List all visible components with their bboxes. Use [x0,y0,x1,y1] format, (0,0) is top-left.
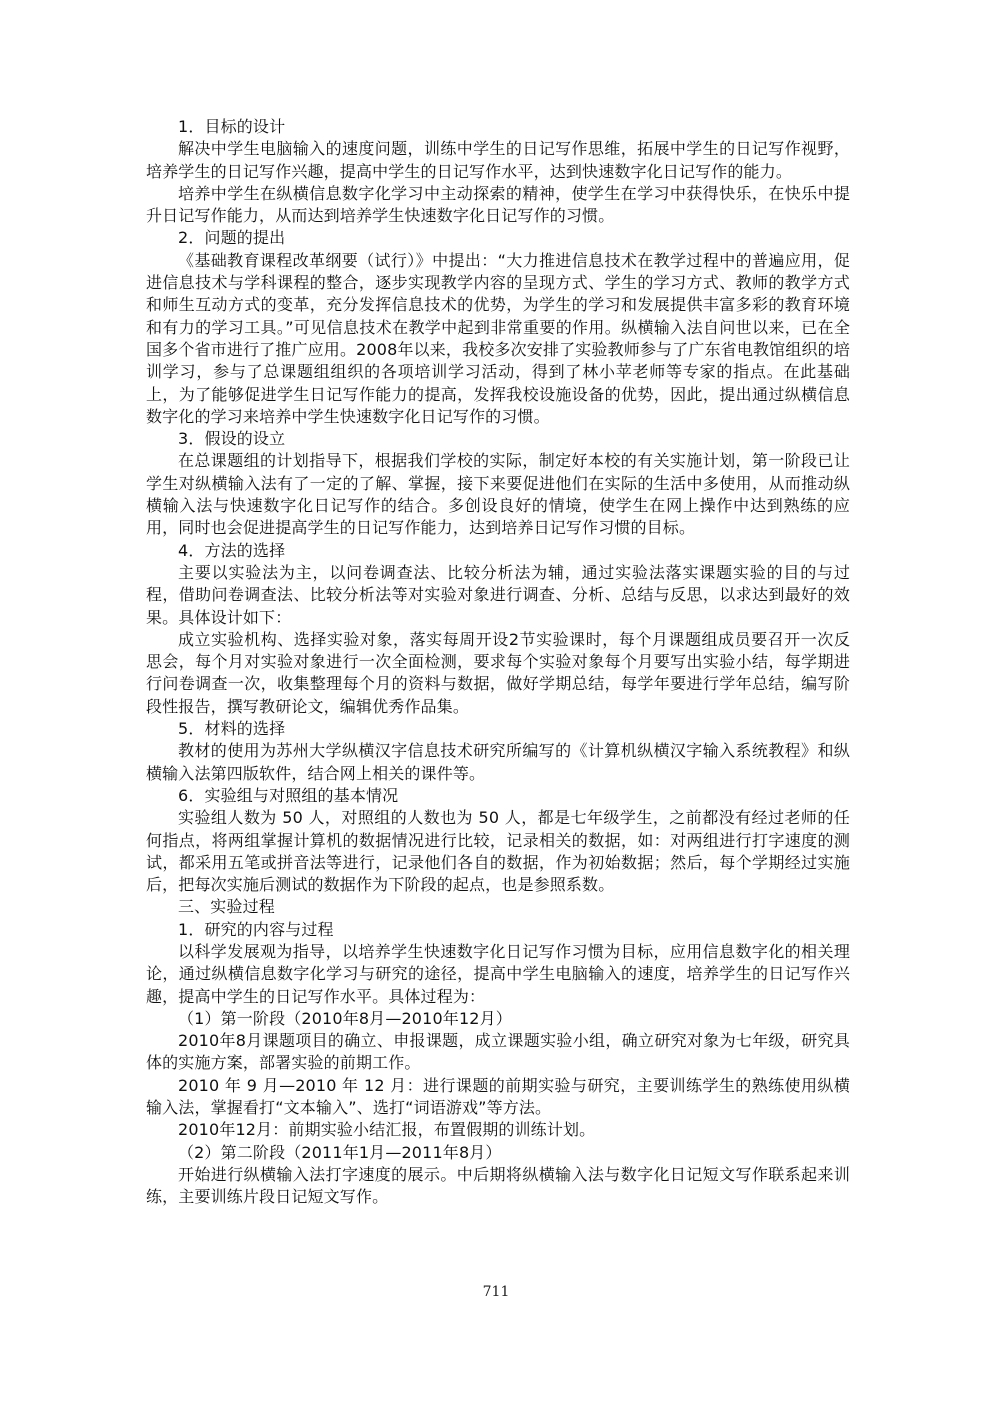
paragraph: 成立实验机构、选择实验对象，落实每周开设2节实验课时，每个月课题组成员要召开一次反思会，每个月对实验对象进行一次全面检测，要求每个实验对象每个月要写出实验小结，每学期进行问卷调查一次，收集整理每个月的资料与数据，做好学期总结，每学年要进行学年总结，编写阶段性报告，撰写教研论文，编辑优秀作品集。 [146,629,850,716]
section-heading-groups: 6．实验组与对照组的基本情况 [178,785,399,805]
paragraph: 教材的使用为苏州大学纵横汉字信息技术研究所编写的《计算机纵横汉字输入系统教程》和纵横输入法第四版软件，结合网上相关的课件等。 [146,741,850,783]
stage-heading-second: （2）第二阶段（2011年1月—2011年8月） [178,1142,502,1162]
paragraph: 2010年8月课题项目的确立、申报课题，成立课题实验小组，确立研究对象为七年级，研究具体的实施方案，部署实验的前期工作。 [146,1031,850,1073]
section-heading-goal-design: 1．目标的设计 [178,117,286,136]
paragraph: 2010 年 9 月—2010 年 12 月：进行课题的前期实验与研究，主要训练学生的熟练使用纵横输入法，掌握看打“文本输入”、选打“词语游戏”等方法。 [146,1075,850,1118]
paragraph: 以科学发展观为指导，以培养学生快速数字化日记写作习惯为目标，应用信息数字化的相关理论，通过纵横信息数字化学习与研究的途径，提高中学生电脑输入的速度，培养学生的日记写作兴趣，提高中学生的日记写作水平。具体过程为： [146,941,850,1006]
section-heading-research-content: 1．研究的内容与过程 [178,919,334,939]
section-heading-problem: 2．问题的提出 [178,228,286,248]
body-text [146,116,850,1209]
stage-heading-first: （1）第一阶段（2010年8月—2010年12月） [178,1008,512,1028]
section-heading-experiment-process: 三、实验过程 [178,897,275,917]
section-heading-hypothesis: 3．假设的设立 [178,429,286,449]
paragraph: 培养中学生在纵横信息数字化学习中主动探索的精神，使学生在学习中获得快乐，在快乐中提升日记写作能力，从而达到培养学生快速数字化日记写作的习惯。 [146,183,850,226]
paragraph: 实验组人数为 50 人，对照组的人数也为 50 人，都是七年级学生，之前都没有经过老师的任何指点，将两组掌握计算机的数据情况进行比较，记录相关的数据，如：对两组进行打字速度的测试，都采用五笔或拼音法等进行，记录他们各自的数据，作为初始数据；然后，每个学期经过实施后，把每次实施后测试的数据作为下阶段的起点，也是参照系数。 [146,808,850,895]
paragraph: 2010年12月：前期实验小结汇报，布置假期的训练计划。 [178,1120,596,1140]
paragraph: 解决中学生电脑输入的速度问题，训练中学生的日记写作思维，拓展中学生的日记写作视野，培养学生的日记写作兴趣，提高中学生的日记写作水平，达到快速数字化日记写作的能力。 [146,139,850,181]
page-number: 711 [482,1284,510,1300]
section-heading-materials: 5．材料的选择 [178,719,286,739]
paragraph: 主要以实验法为主，以问卷调查法、比较分析法为辅，通过实验法落实课题实验的目的与过程，借助问卷调查法、比较分析法等对实验对象进行调查、分析、总结与反思，以求达到最好的效果。具体设计如下： [146,562,850,627]
paragraph: 《基础教育课程改革纲要（试行）》中提出：“大力推进信息技术在教学过程中的普遍应用，促进信息技术与学科课程的整合，逐步实现教学内容的呈现方式、学生的学习方式、教师的教学方式和师生互动方式的变革，充分发挥信息技术的优势，为学生的学习和发展提供丰富多彩的教育环境和有力的学习工具。”可见信息技术在教学中起到非常重要的作用。纵横输入法自问世以来，已在全国多个省市进行了推广应用。2008年以来，我校多次安排了实验教师参与了广东省电教馆组织的培训学习，参与了总课题组组织的各项培训学习活动，得到了林小苹老师等专家的指点。在此基础上，为了能够促进学生日记写作能力的提高，发挥我校设施设备的优势，因此，提出通过纵横信息数字化的学习来培养中学生快速数字化日记写作的习惯。 [146,250,850,426]
section-heading-method: 4．方法的选择 [178,540,286,560]
paragraph: 在总课题组的计划指导下，根据我们学校的实际，制定好本校的有关实施计划，第一阶段已让学生对纵横输入法有了一定的了解、掌握，接下来要促进他们在实际的生活中多使用，从而推动纵横输入法与快速数字化日记写作的结合。多创设良好的情境，使学生在网上操作中达到熟练的应用，同时也会促进提高学生的日记写作能力，达到培养日记写作习惯的目标。 [146,451,850,538]
paragraph: 开始进行纵横输入法打字速度的展示。中后期将纵横输入法与数字化日记短文写作联系起来训练，主要训练片段日记短文写作。 [146,1164,850,1207]
